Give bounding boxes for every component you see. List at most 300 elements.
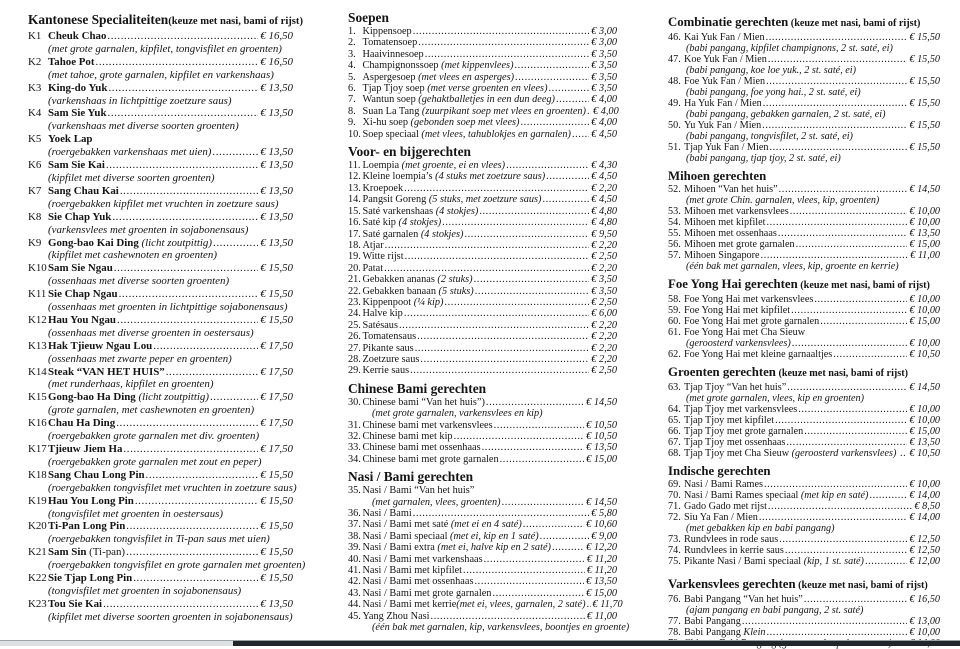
item-name: Tjap Tjoy met varkensvlees <box>684 404 798 415</box>
item-number: 37. <box>348 519 361 531</box>
dotted-leader <box>767 627 908 638</box>
dotted-leader <box>540 531 590 542</box>
menu-item-line <box>348 343 617 354</box>
item-number: K9 <box>28 236 42 249</box>
menu-item-line <box>668 206 940 217</box>
item-name: Tjap Tjoy met kipfilet <box>684 415 775 426</box>
dotted-leader <box>153 340 258 353</box>
item-number: K21 <box>28 546 47 559</box>
menu-item-line <box>668 184 940 195</box>
item-qualifier: (2 stuks) <box>434 274 473 286</box>
dotted-leader <box>766 76 907 87</box>
item-price: € 14,50 <box>909 184 940 195</box>
menu-item-line <box>668 415 940 426</box>
menu-item-description-line <box>28 585 293 598</box>
item-number: 59. <box>668 305 681 316</box>
item-number: 44. <box>348 599 361 611</box>
dotted-leader <box>820 316 907 327</box>
item-price: € 10,00 <box>909 627 940 638</box>
dotted-leader <box>117 314 258 327</box>
item-description: (met tahoe, grote garnalen, kipfilet en varkenshaas) <box>48 68 274 81</box>
menu-section <box>668 463 940 567</box>
item-qualifier: (4 stokjes) <box>418 228 464 240</box>
menu-item-line <box>28 469 293 482</box>
item-number: K3 <box>28 81 42 94</box>
menu-item-line <box>668 512 940 523</box>
item-name: Steak “VAN HET HUIS” <box>48 365 165 378</box>
item-name: Sie Tjap Long Pin <box>48 572 133 585</box>
item-price: € 15,50 <box>260 468 293 481</box>
menu-item-line <box>348 94 617 105</box>
item-name: Nasi / Bami “Van het huis” <box>362 485 475 497</box>
item-description: (varkenshaas met diverse soorten groenten) <box>48 120 239 133</box>
item-name: Nasi / Bami met saté (met ei en 4 saté) <box>362 519 522 531</box>
menu-item-line <box>348 531 617 542</box>
item-name: Kleine loempia’s (4 stuks met zoetzure saus) <box>362 171 546 183</box>
menu-item-description-line <box>28 69 293 82</box>
item-description: (roergebakken tongvisfilet met vruchten in zoetzure saus) <box>48 481 297 494</box>
menu-item-description-line <box>28 378 293 391</box>
menu-item-line <box>668 32 940 43</box>
item-description: (babi pangang, kipfilet champignons, 2 st. saté, ei) <box>686 43 893 54</box>
menu-item-line <box>668 294 940 305</box>
item-price: € 9,00 <box>591 530 617 542</box>
item-price: € 4,30 <box>591 160 617 172</box>
menu-item-line <box>348 519 617 530</box>
dotted-leader <box>814 294 907 305</box>
item-name: Tjap Tjoy “Van het huis” <box>684 382 787 393</box>
dotted-leader <box>778 228 908 239</box>
menu-item-line <box>28 546 293 559</box>
menu-item-line <box>348 229 617 240</box>
item-number: 72. <box>668 512 681 523</box>
item-number: 67. <box>668 437 681 448</box>
item-qualifier: (met ei, kip en 1 saté) <box>447 530 539 542</box>
item-name: Pikante saus <box>362 342 414 354</box>
section-title: Indische gerechten <box>668 464 771 478</box>
item-description: (roergebakken grote garnalen met zout en peper) <box>48 455 262 468</box>
item-price: € 4,00 <box>592 105 619 117</box>
item-name: Kroepoek <box>362 182 404 194</box>
item-price: € 15,00 <box>586 587 617 599</box>
item-name: Tomatensoep <box>362 37 418 49</box>
menu-item-line <box>348 599 623 611</box>
item-number: 15. <box>348 205 361 217</box>
menu-item-description-line <box>668 195 940 206</box>
menu-item-line <box>28 314 293 327</box>
dotted-leader <box>764 479 907 490</box>
dotted-leader <box>108 107 259 120</box>
item-price: € 11,00 <box>910 250 940 261</box>
dotted-leader <box>869 490 907 501</box>
menu-item-description-line <box>28 43 293 56</box>
item-qualifier: (met ei, halve kip en 2 saté) <box>434 542 551 554</box>
menu-item-line <box>668 382 940 393</box>
menu-item-line <box>668 501 940 512</box>
dotted-leader <box>770 142 908 153</box>
item-description: (roergebakken kipfilet met vruchten in zoetzure saus) <box>48 197 279 210</box>
menu-item-line <box>668 54 940 65</box>
item-price: € 14,50 <box>586 396 617 408</box>
item-number: 61. <box>668 327 681 338</box>
menu-item-line <box>668 616 940 627</box>
menu-item-line <box>348 217 617 228</box>
item-number: K12 <box>28 313 47 326</box>
item-number: 53. <box>668 206 681 217</box>
item-number: 27. <box>348 342 361 354</box>
item-number: 62. <box>668 349 681 360</box>
section-title: Kantonese Specialiteiten(keuze met nasi, bami of rijst) <box>28 12 303 27</box>
item-name: Foe Yong Hai met kipfilet <box>684 305 791 316</box>
item-name: Chinese bami met grote garnalen <box>362 453 499 465</box>
item-name: Nasi / Bami Rames speciaal (met kip en saté) <box>684 490 869 501</box>
menu-item-line <box>348 206 617 217</box>
menu-item-line <box>348 251 617 262</box>
item-number: 64. <box>668 404 681 415</box>
item-price: € 13,50 <box>586 576 617 588</box>
dotted-leader <box>804 594 908 605</box>
bottom-edge-light <box>0 641 233 646</box>
menu-item-description-line <box>348 408 617 419</box>
menu-item-line <box>28 82 293 95</box>
item-name: Nasi / Bami <box>362 508 412 520</box>
item-name: Nasi / Bami met kipfilet <box>362 565 463 577</box>
menu-section <box>668 364 940 459</box>
item-number: 35. <box>348 485 361 497</box>
item-number: 13. <box>348 182 361 194</box>
item-price: € 15,50 <box>260 572 293 585</box>
dotted-leader <box>762 120 907 131</box>
dotted-leader <box>108 82 258 95</box>
item-description: (babi pangang, gebakken garnalen, 2 st. saté, ei) <box>686 109 886 120</box>
item-number: 76. <box>668 594 681 605</box>
menu-item-line <box>668 404 940 415</box>
item-price: € 14,00 <box>909 512 940 523</box>
item-name: Mihoen met grote garnalen <box>684 239 795 250</box>
item-number: 38. <box>348 530 361 542</box>
item-description: (kipfilet met diverse soorten groenten) <box>48 171 215 184</box>
item-price: € 13,50 <box>909 228 940 239</box>
item-price: € 3,50 <box>591 71 617 83</box>
dotted-leader <box>213 237 258 250</box>
dotted-leader <box>521 117 590 128</box>
menu-section <box>348 144 617 377</box>
item-name: Chinese bami met varkensvlees <box>362 419 493 431</box>
item-number: 42. <box>348 576 361 588</box>
item-name: Kippenpoot (¼ kip) <box>362 296 444 308</box>
item-number: 29. <box>348 365 361 377</box>
item-description: (ossenhaas met zwarte peper en groenten) <box>48 352 232 365</box>
menu-item-line <box>28 107 293 120</box>
item-name: Kerrie saus <box>362 365 410 377</box>
item-qualifier: (geroosterd varkensvlees) <box>789 448 899 459</box>
item-name: Gebakken banaan (5 stuks) <box>362 285 474 297</box>
dotted-leader <box>404 308 589 319</box>
menu-item-description-line <box>28 120 293 133</box>
item-description: (één bak met garnalen, vlees, kip, groente en kerrie) <box>686 261 899 272</box>
item-price: € 13,50 <box>260 159 293 172</box>
item-price: € 4,00 <box>591 117 617 129</box>
menu-item-line <box>348 60 617 71</box>
item-description: (met grote Chin. garnalen, vlees, kip, groenten) <box>686 195 880 206</box>
item-name: Yang Zhou Nasi <box>362 610 430 622</box>
dotted-leader <box>133 572 258 585</box>
dotted-leader <box>404 183 589 194</box>
item-name: Cheuk Chao <box>48 30 107 42</box>
item-description: (ajam pangang en babi pangang, 2 st. saté) <box>686 605 864 616</box>
dotted-leader <box>900 448 908 459</box>
item-name: Gebakken ananas (2 stuks) <box>362 274 473 286</box>
item-name: Tou Sie Kai <box>48 597 103 610</box>
item-number: 50. <box>668 120 681 131</box>
item-name: Foe Yong Hai met Cha Sieuw <box>684 327 806 338</box>
item-number: K8 <box>28 210 42 223</box>
item-number: 47. <box>668 54 681 65</box>
menu-item-description-line <box>28 559 306 572</box>
item-price: € 12,50 <box>909 545 940 556</box>
item-name: Satésaus <box>362 319 398 331</box>
item-price: € 15,50 <box>909 142 940 153</box>
item-name: Haaivinnesoep <box>362 48 424 60</box>
item-price: € 17,50 <box>260 417 293 430</box>
menu-item-line <box>668 250 940 261</box>
item-name: Suan La Tang (zuurpikant soep met vlees en groenten) <box>362 105 586 117</box>
menu-item-description-line <box>668 393 940 404</box>
item-number: 70. <box>668 490 681 501</box>
item-name: Sang Chau Long Pin <box>48 468 145 481</box>
dotted-leader <box>126 520 258 533</box>
item-number: 34. <box>348 453 361 465</box>
item-name: Nasi / Bami extra (met ei, halve kip en 2 saté) <box>362 542 551 554</box>
menu-section <box>668 168 940 272</box>
menu-item-line <box>668 479 940 490</box>
menu-item-line <box>668 76 940 87</box>
dotted-leader <box>444 297 589 308</box>
item-price: € 13,50 <box>260 184 293 197</box>
item-name: Kippensoep <box>362 26 412 37</box>
item-qualifier: Klein <box>740 627 766 638</box>
item-name: Saté varkenshaas (4 stokjes) <box>362 205 479 217</box>
item-price: € 8,50 <box>914 501 940 512</box>
item-name: Ha Yuk Fan / Mien <box>684 98 762 109</box>
item-price: € 3,50 <box>591 274 617 286</box>
dotted-leader <box>515 72 589 83</box>
menu-item-line <box>348 420 617 431</box>
item-number: K10 <box>28 262 47 275</box>
item-description: (met grote garnalen, kipfilet, tongvisfilet en groenten) <box>48 42 282 55</box>
dotted-leader <box>420 354 589 365</box>
item-price: € 10,50 <box>909 448 940 459</box>
menu-item-description-line <box>28 249 293 262</box>
item-price: € 10,00 <box>909 206 940 217</box>
section-note: (keuze met nasi, bami of rijst) <box>797 280 930 291</box>
item-number: 30. <box>348 396 361 408</box>
item-qualifier: (met groente, ei en vlees) <box>399 160 506 172</box>
menu-item-line <box>348 171 617 182</box>
item-number: 22. <box>348 285 361 297</box>
menu-item-line <box>668 426 940 437</box>
item-name: Mihoen met ossenhaas <box>684 228 777 239</box>
dotted-leader <box>486 397 584 408</box>
menu-section <box>348 469 630 634</box>
item-name: Soep speciaal (met vlees, tahublokjes en garnalen) <box>362 128 571 140</box>
dotted-leader <box>482 442 585 453</box>
dotted-leader <box>464 229 589 240</box>
item-name: Yoek Lap <box>48 133 93 146</box>
item-number: 21. <box>348 274 361 286</box>
item-price: € 4,80 <box>591 217 617 229</box>
item-name: Gong-bao Ha Ding (licht zoutpittig) <box>48 391 209 404</box>
page-bottom-edge <box>0 639 960 646</box>
item-price: € 10,00 <box>909 338 940 349</box>
item-name: Tomatensaus <box>362 331 417 343</box>
dotted-leader <box>506 160 589 171</box>
item-price: € 10,00 <box>909 305 940 316</box>
item-number: 74. <box>668 545 681 556</box>
section-title: Voor- en bijgerechten <box>348 144 471 160</box>
item-name: Atjar <box>362 239 384 251</box>
menu-item-line <box>668 594 940 605</box>
menu-item-line <box>28 56 293 69</box>
item-number: 43. <box>348 587 361 599</box>
item-number: 58. <box>668 294 681 305</box>
item-name: Siu Ya Fan / Mien <box>684 512 758 523</box>
menu-item-line <box>28 443 293 456</box>
item-number: K20 <box>28 520 47 533</box>
item-name: Saté garnalen (4 stokjes) <box>362 228 464 240</box>
dotted-leader <box>742 616 908 627</box>
item-price: € 16,50 <box>260 30 293 42</box>
item-number: 3. <box>348 48 356 60</box>
item-number: 4. <box>348 60 356 72</box>
menu-item-line <box>28 288 293 301</box>
menu-item-line <box>348 129 617 140</box>
section-title: Chinese Bami gerechten <box>348 380 487 396</box>
menu-item-line <box>668 627 940 638</box>
item-number: 7. <box>348 94 356 106</box>
item-number: 24. <box>348 308 361 320</box>
item-qualifier: (met kippenvlees) <box>438 60 514 72</box>
menu-item-description-line <box>28 456 293 469</box>
menu-item-line <box>28 598 293 611</box>
item-name: Sang Chau Kai <box>48 184 119 197</box>
item-number: 39. <box>348 542 361 554</box>
menu-item-line <box>348 565 617 576</box>
item-price: € 10,60 <box>586 519 617 531</box>
section-note: (keuze met nasi, bami of rijst) <box>788 18 921 29</box>
item-name: Sam Sie Yuk <box>48 107 107 120</box>
menu-item-line <box>668 142 940 153</box>
dotted-leader <box>761 250 909 261</box>
item-name: Tjap Yuk Fan / Mien <box>684 142 769 153</box>
menu-item-line <box>348 117 617 128</box>
item-name: Hak Tjieuw Ngau Lou <box>48 339 153 352</box>
item-description: (tongvisfilet met groenten in oestersaus) <box>48 507 224 520</box>
item-description: (varkenshaas in lichtpittige zoetzure saus) <box>48 94 232 107</box>
item-price: € 16,50 <box>260 55 293 68</box>
dotted-leader <box>766 32 908 43</box>
menu-item-line <box>348 397 617 408</box>
menu-item-line <box>348 83 617 94</box>
item-price: € 3,50 <box>591 48 617 60</box>
item-name: Koe Yuk Fan / Mien <box>684 54 767 65</box>
dotted-leader <box>484 554 585 565</box>
menu-section <box>668 14 940 164</box>
menu-item-line <box>668 305 940 316</box>
dotted-leader <box>587 106 591 117</box>
item-description: (varkensvlees met groenten in sojabonensaus) <box>48 223 249 236</box>
dotted-leader <box>791 305 907 316</box>
menu-item-line <box>668 228 940 239</box>
menu-item-line <box>668 120 940 131</box>
dotted-leader <box>779 184 908 195</box>
item-qualifier: (gehaktballetjes in een dun deeg) <box>415 94 555 106</box>
dotted-leader <box>454 431 585 442</box>
menu-item-line <box>348 331 617 342</box>
menu-column-combinatie-en-overige <box>668 14 940 649</box>
item-price: € 13,50 <box>260 210 293 223</box>
item-qualifier: (4 stokjes) <box>433 205 479 217</box>
item-number: K15 <box>28 391 47 404</box>
item-number: 69. <box>668 479 681 490</box>
item-number: 19. <box>348 251 361 263</box>
menu-item-line <box>28 30 293 43</box>
item-name: Patat <box>362 262 384 274</box>
menu-item-description-line <box>28 533 293 546</box>
menu-item-line <box>348 542 617 553</box>
menu-section <box>348 381 617 465</box>
dotted-leader <box>107 30 258 43</box>
item-name: Rundvlees in rode saus <box>684 534 779 545</box>
dotted-leader <box>212 146 258 159</box>
item-name: Nasi / Bami met grote garnalen <box>362 587 492 599</box>
item-price: € 15,00 <box>909 316 940 327</box>
item-price: € 14,00 <box>909 490 940 501</box>
item-price: € 3,00 <box>591 37 617 49</box>
item-price: € 4,80 <box>591 205 617 217</box>
dotted-leader <box>120 185 259 198</box>
dotted-leader <box>112 211 258 224</box>
item-description: (met grote garnalen, vlees, kip en groenten) <box>686 393 865 404</box>
item-number: 28. <box>348 353 361 365</box>
section-note: (keuze met nasi, bami of rijst) <box>795 580 928 591</box>
dotted-leader <box>542 194 589 205</box>
item-number: 18. <box>348 239 361 251</box>
menu-item-description-line <box>28 611 293 624</box>
menu-item-line <box>348 320 617 331</box>
menu-item-description-line <box>668 523 940 534</box>
item-price: € 15,50 <box>260 288 293 301</box>
item-number: 45. <box>348 610 361 622</box>
dotted-leader <box>417 331 589 342</box>
item-price: € 15,00 <box>909 239 940 250</box>
item-number: 60. <box>668 316 681 327</box>
dotted-leader <box>523 519 584 530</box>
item-price: € 11,20 <box>586 565 617 577</box>
menu-item-line <box>668 316 940 327</box>
item-name: Yu Yuk Fan / Mien <box>684 120 762 131</box>
dotted-leader <box>786 437 907 448</box>
item-qualifier: (gebonden soep met vlees) <box>407 117 520 129</box>
menu-item-line <box>668 448 940 459</box>
item-description: (tongvisfilet met groenten in sojabonensaus) <box>48 584 242 597</box>
item-description: (roergebakken tongvisfilet in Ti-pan saus met uien) <box>48 533 270 546</box>
dotted-leader <box>474 274 590 285</box>
item-name: Hau You Long Pin <box>48 494 134 507</box>
item-price: € 12,00 <box>909 556 940 567</box>
item-number: 6. <box>348 83 356 95</box>
menu-item-line <box>348 354 617 365</box>
